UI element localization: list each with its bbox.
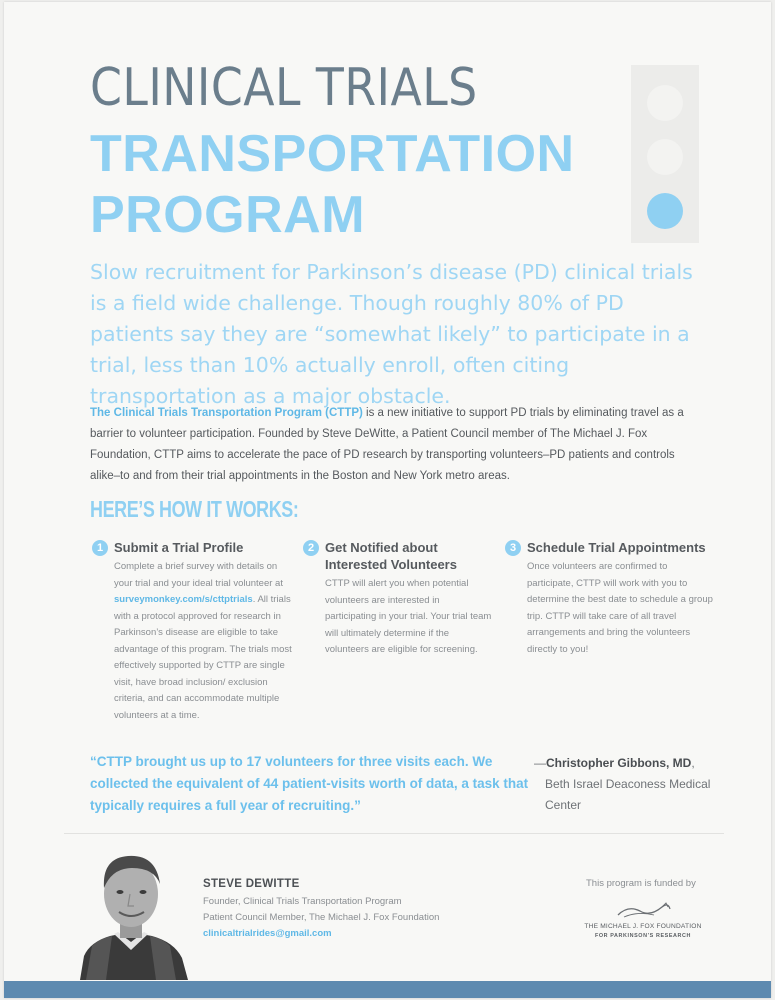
step-title: Get Notified about Interested Volunteers [325,540,457,572]
step-get-notified [303,539,493,659]
mjff-swoosh-icon [584,897,702,921]
title-line-2: TRANSPORTATION [90,125,575,183]
flyer-page [4,2,771,998]
intro-highlight: The Clinical Trials Transportation Program (CTTP) [90,407,363,419]
funded-by-label: This program is funded by [586,878,696,889]
attribution-dash: — [534,756,546,770]
mjff-logo-subtext: FOR PARKINSON’S RESEARCH [594,933,692,939]
mjff-logo [584,897,702,947]
intro-paragraph [90,403,700,487]
step-submit-profile [92,539,292,724]
step-text-part: . All trials with a protocol approved for research in Parkinson’s disease are eligible to take advantage of this program. The trials most effectively supported by CTTP are single visit, have broad inclusion/ exclusion criteria, and can accommodate multiple volunteers at a time. [114,594,292,721]
attribution-org: Beth Israel Deaconess Medical Center [545,777,711,812]
traffic-light-middle [647,139,683,175]
founder-bio [203,878,503,942]
mjff-logo-text: THE MICHAEL J. FOX FOUNDATION [584,923,702,930]
title-line-1: CLINICAL TRIALS [90,58,478,118]
portrait-photo [70,838,192,980]
traffic-light-top [647,85,683,121]
step-number-badge: 3 [505,540,521,556]
survey-link[interactable]: surveymonkey.com/s/cttptrials [114,594,253,605]
founder-email-link[interactable]: clinicaltrialrides@gmail.com [203,928,332,939]
step-schedule-appointments [505,539,715,658]
step-title: Schedule Trial Appointments [527,540,706,555]
attribution-name: Christopher Gibbons, MD [546,756,692,770]
attribution-comma: , [691,756,695,770]
lead-paragraph: Slow recruitment for Parkinson’s disease (PD) clinical trials is a field wide challenge. Though roughly 80% of PD patients say they are “somewhat likely” to participate in a trial, less than 10% actually enroll, often citing transportation as a major obstacle. [90,260,693,408]
testimonial-quote: “CTTP brought us up to 17 volunteers for three visits each. We collected the equivalent of 44 patient-visits worth of data, a task that typically requires a full year of recruiting.” [90,754,529,813]
traffic-light-icon [631,65,699,243]
intro-body: is a new initiative to support PD trials by eliminating travel as a barrier to volunteer participation. Founded by Steve DeWitte, a Patient Council member of The Michael J. Fox Foundation, CTTP aims to accelerate the pace of PD research by transporting volunteers–PD patients and controls alike–to and from their trial appointments in the Boston and New York metro areas. [90,407,684,482]
founder-council-role: Patient Council Member, The Michael J. Fox Foundation [203,912,440,923]
step-text [114,559,292,724]
step-text: Once volunteers are confirmed to participate, CTTP will work with you to determine the best date to schedule a group trip. CTTP will take care of all travel arrangements and bring the volunteers directly to you! [527,561,713,655]
step-text: CTTP will alert you when potential volunteers are interested in participating in your trial. Your trial team will ultimately determine if the volunteers are eligible for screening. [325,578,492,655]
footer-color-bar [4,981,771,998]
founder-name: STEVE DEWITTE [203,878,300,890]
step-text-part: Complete a brief survey with details on your trial and your ideal trial volunteer at [114,561,283,589]
how-it-works-heading: HERE’S HOW IT WORKS: [90,496,299,522]
step-number-badge: 2 [303,540,319,556]
quote-attribution [534,753,734,816]
section-divider [64,833,724,834]
traffic-light-bottom [647,193,683,229]
step-number-badge: 1 [92,540,108,556]
founder-role: Founder, Clinical Trials Transportation Program [203,896,402,907]
step-title: Submit a Trial Profile [114,540,244,555]
title-line-3: PROGRAM [90,186,366,244]
